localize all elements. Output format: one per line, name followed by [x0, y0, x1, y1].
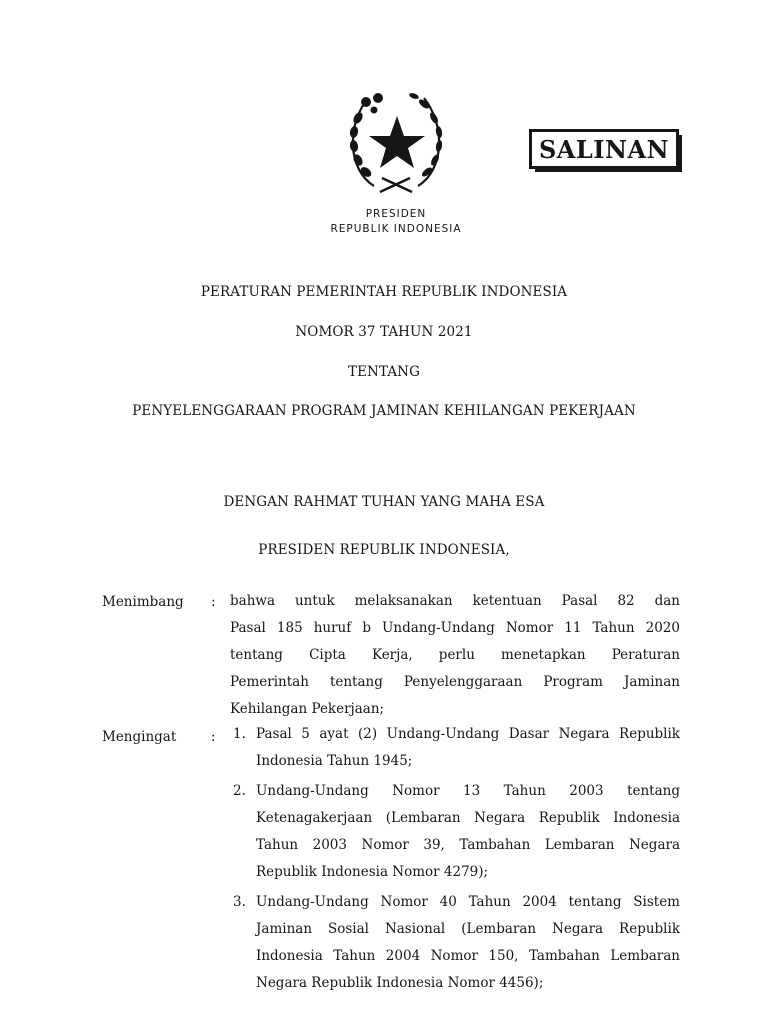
menimbang-line: Kehilangan Pekerjaan; [230, 701, 385, 717]
preamble-line-1: DENGAN RAHMAT TUHAN YANG MAHA ESA [223, 494, 545, 510]
mengingat-line: Republik Indonesia Nomor 4279); [256, 864, 489, 880]
mengingat-line: Tahun 2003 Nomor 39, Tambahan Lembaran Negara [256, 837, 680, 853]
mengingat-line: Pasal 5 ayat (2) Undang-Undang Dasar Negara Republik [256, 726, 680, 742]
regulation-subject: PENYELENGGARAAN PROGRAM JAMINAN KEHILANGAN PEKERJAAN [132, 403, 636, 419]
menimbang-line: bahwa untuk melaksanakan ketentuan Pasal 82 dan [230, 593, 680, 609]
mengingat-line: Negara Republik Indonesia Nomor 4456); [256, 975, 544, 991]
garuda-star-emblem-icon [344, 86, 448, 196]
mengingat-line: Indonesia Tahun 2004 Nomor 150, Tambahan Lembaran [256, 948, 680, 964]
regulation-number: NOMOR 37 TAHUN 2021 [295, 324, 473, 340]
president-label: PRESIDEN [365, 208, 427, 220]
republic-label: REPUBLIK INDONESIA [330, 223, 462, 235]
item-number: 1. [233, 726, 246, 742]
menimbang-line: Pasal 185 huruf b Undang-Undang Nomor 11 Tahun 2020 [230, 620, 680, 636]
mengingat-label: Mengingat [102, 729, 177, 745]
regulation-title: PERATURAN PEMERINTAH REPUBLIK INDONESIA [200, 284, 568, 300]
preamble-line-2: PRESIDEN REPUBLIK INDONESIA, [258, 542, 510, 558]
mengingat-line: Undang-Undang Nomor 40 Tahun 2004 tentang Sistem [256, 894, 680, 910]
menimbang-colon: : [211, 594, 216, 610]
mengingat-line: Indonesia Tahun 1945; [256, 753, 413, 769]
mengingat-line: Undang-Undang Nomor 13 Tahun 2003 tentang [256, 783, 680, 799]
menimbang-label: Menimbang [102, 594, 184, 610]
salinan-stamp: SALINAN [529, 129, 679, 169]
about-label: TENTANG [348, 364, 420, 380]
mengingat-line: Jaminan Sosial Nasional (Lembaran Negara Republik [256, 921, 680, 937]
mengingat-colon: : [211, 729, 216, 745]
menimbang-line: tentang Cipta Kerja, perlu menetapkan Peraturan [230, 647, 680, 663]
menimbang-line: Pemerintah tentang Penyelenggaraan Program Jaminan [230, 674, 680, 690]
item-number: 2. [233, 783, 246, 799]
item-number: 3. [233, 894, 246, 910]
mengingat-line: Ketenagakerjaan (Lembaran Negara Republik Indonesia [256, 810, 680, 826]
